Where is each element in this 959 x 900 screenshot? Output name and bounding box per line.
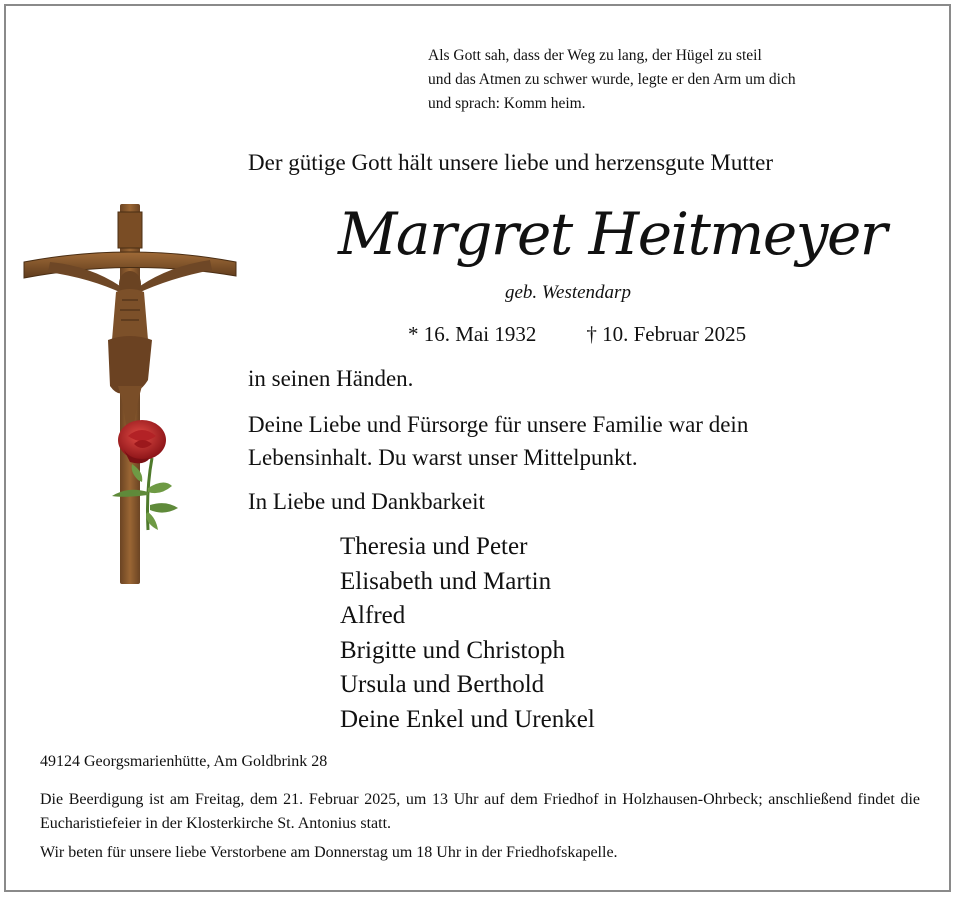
poem — [428, 44, 796, 116]
mourner-entry: Theresia und Peter — [340, 533, 528, 560]
deceased-name: Margret Heitmeyer — [338, 200, 887, 268]
intro-text: Der gütige Gott hält unsere liebe und herzensgute Mutter — [248, 150, 774, 175]
birth-name: geb. Westendarp — [505, 282, 631, 303]
in-hands-text: in seinen Händen. — [248, 366, 414, 391]
mourners-list — [340, 530, 595, 737]
mourner-entry: Alfred — [340, 602, 406, 629]
address: 49124 Georgsmarienhütte, Am Goldbrink 28 — [40, 753, 328, 770]
death-date: † 10. Februar 2025 — [586, 322, 747, 346]
prayer-notice: Wir beten für unsere liebe Verstorbene am Donnerstag um 18 Uhr in der Friedhofskapelle. — [40, 844, 618, 861]
mourner-entry: Brigitte und Christoph — [340, 636, 565, 664]
mourner-entry: Deine Enkel und Urenkel — [340, 705, 595, 733]
love-line: Lebensinhalt. Du warst unser Mittelpunkt. — [248, 445, 638, 470]
crucifix-with-rose-image — [20, 200, 240, 590]
gratitude-text: In Liebe und Dankbarkeit — [248, 489, 485, 514]
funeral-notice: Die Beerdigung ist am Freitag, dem 21. Februar 2025, um 13 Uhr auf dem Friedhof in Holzhausen-Ohrbeck; anschließend findet die Eucharistiefeier in der Klosterkirche St. Antonius statt. — [40, 791, 920, 832]
life-dates — [408, 322, 746, 347]
poem-line: und das Atmen zu schwer wurde, legte er den Arm um dich — [428, 71, 796, 88]
mourner-entry: Ursula und Berthold — [340, 671, 545, 698]
mourner-entry: Elisabeth und Martin — [340, 567, 552, 595]
birth-date: * 16. Mai 1932 — [408, 322, 537, 346]
love-line: Deine Liebe und Fürsorge für unsere Familie war dein — [248, 412, 749, 437]
love-text — [248, 408, 748, 474]
poem-line: und sprach: Komm heim. — [428, 95, 586, 112]
poem-line: Als Gott sah, dass der Weg zu lang, der Hügel zu steil — [428, 47, 762, 64]
